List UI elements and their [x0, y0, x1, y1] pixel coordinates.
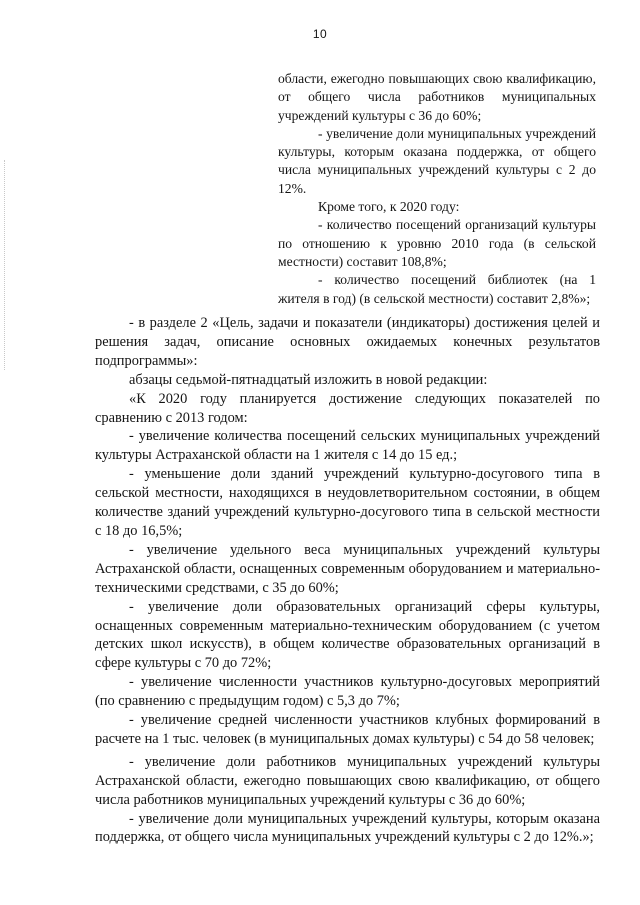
quote-paragraph: области, ежегодно повышающих свою квалификацию, от общего числа работников муниципальных учреждений культуры с 36 до 60%; — [278, 71, 596, 123]
quote-paragraph: Кроме того, к 2020 году: — [318, 199, 460, 215]
quoted-text-block — [278, 70, 596, 308]
quote-paragraph: - количество посещений библиотек (на 1 жителя в год) (в сельской местности) составит 2,8%»; — [278, 272, 596, 306]
main-text-body — [95, 314, 600, 847]
body-paragraph: - увеличение средней численности участников клубных формирований в расчете на 1 тыс. человек (в муниципальных домах культуры) с 54 до 58 человек; — [95, 712, 600, 747]
body-paragraph: - увеличение доли работников муниципальных учреждений культуры Астраханской области, ежегодно повышающих свою квалификацию, от общего числа работников муниципальных учреждений культуры с 36 до 60%; — [95, 753, 600, 808]
page-number: 10 — [312, 27, 328, 41]
quote-paragraph: - количество посещений организаций культуры по отношению к уровню 2010 года (в сельской местности) составит 108,8%; — [278, 217, 596, 269]
body-paragraph: - увеличение удельного веса муниципальных учреждений культуры Астраханской области, оснащенных современным оборудованием и материально-техническими средствами, с 35 до 60%; — [95, 541, 600, 596]
body-paragraph: - уменьшение доли зданий учреждений культурно-досугового типа в сельской местности, находящихся в неудовлетворительном состоянии, в общем количестве зданий учреждений культурно-досугового типа в сельской местности с 18 до 16,5%; — [95, 466, 600, 539]
body-paragraph: абзацы седьмой-пятнадцатый изложить в новой редакции: — [129, 371, 488, 388]
body-paragraph: - в разделе 2 «Цель, задачи и показатели (индикаторы) достижения целей и решения задач, описание основных ожидаемых конечных результатов подпрограммы»: — [95, 315, 600, 369]
quote-paragraph: - увеличение доли муниципальных учреждений культуры, которым оказана поддержка, от общего числа муниципальных учреждений культуры с 2 до 12%. — [278, 125, 596, 196]
scan-edge-marks — [4, 160, 7, 370]
body-paragraph: - увеличение численности участников культурно-досуговых мероприятий (по сравнению с предыдущим годом) с 5,3 до 7%; — [95, 674, 600, 710]
body-paragraph: «К 2020 году планируется достижение следующих показателей по сравнению с 2013 годом: — [95, 390, 600, 426]
body-paragraph: - увеличение количества посещений сельских муниципальных учреждений культуры Астраханской области на 1 жителя с 14 до 15 ед.; — [95, 428, 600, 464]
body-paragraph: - увеличение доли образовательных организаций сферы культуры, оснащенных современным материально-техническим оборудованием (с учетом детских школ искусств), в общем количестве образовательных организаций в сфере культуры с 70 до 72%; — [95, 598, 600, 672]
body-paragraph: - увеличение доли муниципальных учреждений культуры, которым оказана поддержка, от общего числа муниципальных учреждений культуры с 2 до 12%.»; — [95, 810, 600, 846]
